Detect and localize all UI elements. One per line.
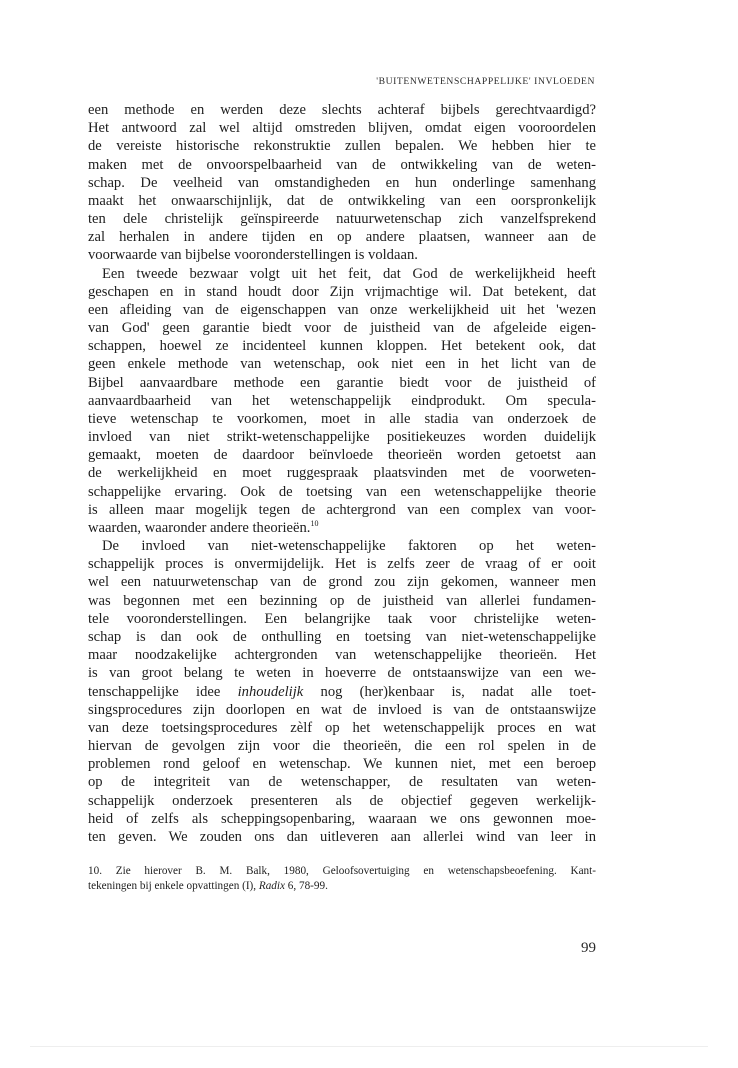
text-line: op de integriteit van de wetenschapper, de resultaten van weten- [88,774,596,791]
paragraph-3 [88,537,596,846]
text-line: De invloed van niet-wetenschappelijke faktoren op het weten- [102,538,596,555]
text-line [88,683,596,701]
text-line: was begonnen met een bezinning op de juistheid van allerlei fundamen- [88,592,596,609]
footnote [88,864,596,894]
footnote-segment: tekeningen bij enkele opvattingen (I), [88,880,259,892]
text-line: van God' geen garantie biedt voor de juistheid van de afgeleide eigen- [88,320,596,337]
text-line: zal herhalen in andere tijden en op andere plaatsen, wanneer aan de [88,229,596,246]
text-line: ten geven. We zouden ons dan uitleveren aan allerlei wind van leer in [88,828,596,845]
text-line: schappelijk proces is onvermijdelijk. Het is zelfs zeer de vraag of er ooit [88,556,596,573]
text-line: schappen, hoewel ze incidenteel kunnen kloppen. Het betekent ook, dat [88,338,596,355]
text-line: tele vooronderstellingen. Een belangrijke taak voor christelijke weten- [88,610,596,627]
body-text [88,101,596,846]
running-head: 'BUITENWETENSCHAPPELIJKE' INVLOEDEN [376,76,595,87]
text-line: een methode en werden deze slechts achteraf bijbels gerechtvaardigd? [88,102,596,118]
text-line: Een tweede bezwaar volgt uit het feit, dat God de werkelijkheid heeft [102,265,596,282]
text-line: wel een natuurwetenschap van de grond zou zijn gekomen, wanneer men [88,574,596,591]
text-line: schappelijke ervaring. Ook de toetsing van een wetenschappelijke theorie [88,483,596,500]
footnote-reference[interactable]: 10 [310,519,319,529]
text-line: van deze toetsingsprocedures zèlf op het wetenschappelijk proces en wat [88,719,596,736]
text-line: geschapen en in stand houdt door Zijn vrijmachtige wil. Dat betekent, dat [88,283,596,300]
text-segment: tenschappelijke idee [88,683,238,700]
italic-term: inhoudelijk [237,683,304,700]
paragraph-2 [88,265,596,538]
footnote-segment: 6, 78-99. [284,880,328,892]
text-line: de vereiste historische rekonstruktie zullen bepalen. We hebben hier te [88,138,596,155]
text-line: een afleiding van de eigenschappen van onze werkelijkheid uit het 'wezen [88,301,596,318]
text-line: geen enkele methode van wetenschap, ook niet een in het licht van de [88,356,596,373]
page-number: 99 [581,940,596,956]
text-segment: nog (her)kenbaar is, nadat alle toet- [303,683,596,700]
text-line: gemaakt, moeten de daardoor beïnvloede theorieën worden getoetst aan [88,447,596,464]
text-line: is alleen maar mogelijk tegen de achtergrond van een complex van voor- [88,501,596,518]
text-line: hiervan de gevolgen zijn voor die theorieën, die een rol spelen in de [88,738,596,755]
text-line: maakt het onwaarschijnlijk, dat de ontwikkeling van een oorspronkelijk [88,192,596,209]
text-line: Bijbel aanvaardbare methode een garantie biedt voor de juistheid of [88,374,596,391]
text-line: invloed van niet strikt-wetenschappelijke positiekeuzes worden duidelijk [88,429,596,446]
paragraph-1 [88,101,596,265]
footnote-line [88,879,596,894]
journal-title: Radix [258,880,285,892]
text-line: heid of zelfs als scheppingsopenbaring, waaraan we ons gewonnen moe- [88,810,596,827]
text-line: tieve wetenschap te voorkomen, moet in alle stadia van onderzoek de [88,410,596,427]
text-line: problemen rond geloof en wetenschap. We kunnen niet, met een beroep [88,756,596,773]
text-line-content: waarden, waaronder andere theorieën. [88,519,311,536]
text-line [88,519,596,537]
text-line: schap is dan ook de onthulling en toetsing van niet-wetenschappelijke [88,628,596,645]
text-line: schappelijk onderzoek presenteren als de objectief gegeven werkelijk- [88,792,596,809]
page-edge-line [30,1046,708,1047]
text-line: ten dele christelijk geïnspireerde natuurwetenschap zich vanzelfsprekend [88,211,596,228]
text-line: schap. De veelheid van omstandigheden en hun onderlinge samenhang [88,174,596,191]
text-line: de werkelijkheid en moet ruggespraak plaatsvinden met de voorweten- [88,465,596,482]
text-line: voorwaarde van bijbelse vooronderstellingen is voldaan. [88,247,418,264]
text-line: maken met de onvoorspelbaarheid van de ontwikkeling van de weten- [88,156,596,173]
text-line: Het antwoord zal wel altijd omstreden blijven, omdat eigen vooroordelen [88,120,596,137]
footnote-line: 10. Zie hierover B. M. Balk, 1980, Geloofsovertuiging en wetenschapsbeoefening. Kant- [88,865,596,877]
text-line: aanvaardbaarheid van het wetenschappelijk eindprodukt. Om specula- [88,392,596,409]
text-line: maar noodzakelijke achtergronden van wetenschappelijke theorieën. Het [88,647,596,664]
text-line: singsprocedures zijn doorlopen en wat de invloed is van de ontstaanswijze [88,701,596,718]
text-line: is van groot belang te weten in hoeverre de ontstaanswijze van een we- [88,665,596,682]
